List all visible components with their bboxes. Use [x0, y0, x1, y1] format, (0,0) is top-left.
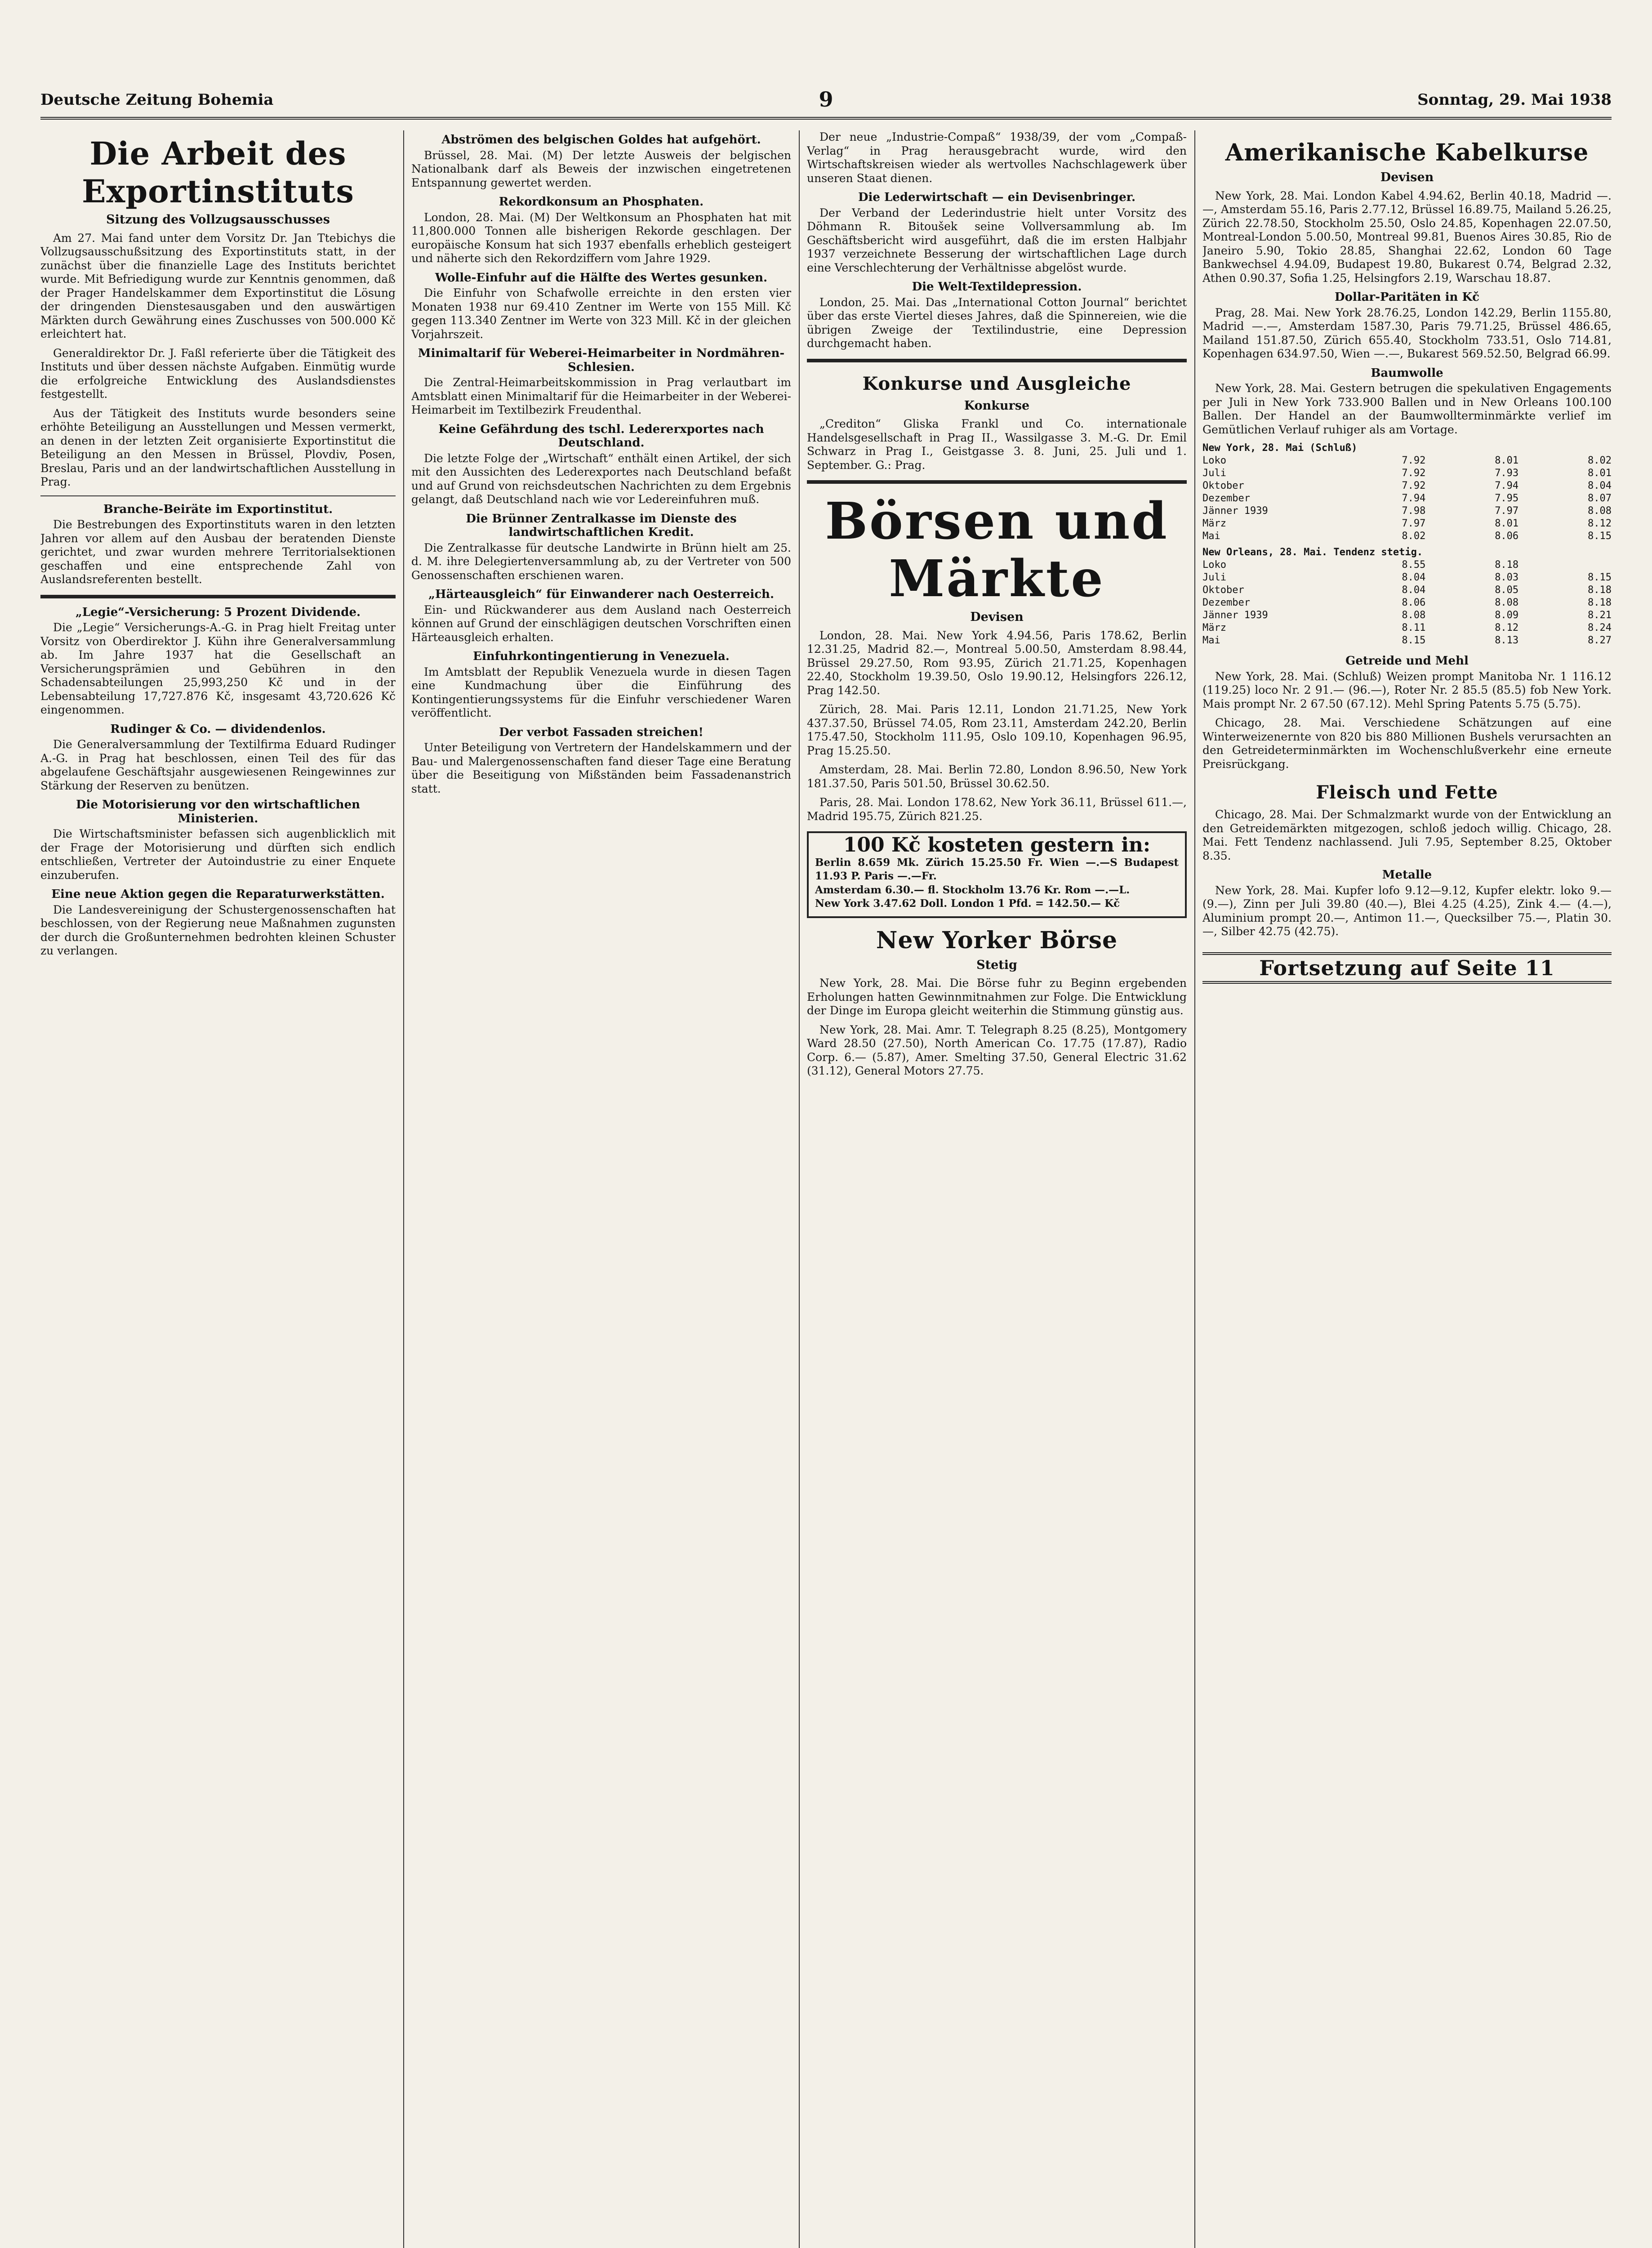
market-paragraph: Prag, 28. Mai. New York 28.76.25, London 142.29, Berlin 1155.80, Madrid —.—, Amsterdam 1587.30, Paris 79.71.25, Brüssel 486.65, Mailand 151.87.50, Zürich 655.40, Stockholm 733.51, Oslo 714.81, Kopenhagen 634.97.50, Wien —.—, Bukarest 569.52.50, Belgrad 66.99. [1202, 306, 1612, 360]
table-row [1202, 455, 1612, 467]
column-4 [1202, 130, 1612, 2248]
article-paragraph: Die letzte Folge der „Wirtschaft“ enthält einen Artikel, der sich mit den Aussichten des Lederexportes nach Deutschland befaßt und auf Grund von reichsdeutschen Nachrichten zu dem Ergebnis gelangt, daß Deutschland nach wie vor Ledereinfuhren muß. [411, 451, 791, 506]
table-cell: 7.92 [1402, 455, 1426, 466]
column-rule [799, 130, 800, 2248]
table-cell: 7.92 [1402, 468, 1426, 479]
article-paragraph: Die Bestrebungen des Exportinstituts waren in den letzten Jahren vor allem auf den Ausbau der beratenden Dienste gerichtet, und zwar wurden mehrere Territorialsektionen geschaffen und eine entsprechende Zahl von Auslandsreferenten bestellt. [40, 518, 396, 586]
column-1 [40, 130, 396, 2248]
table-cell: Juli [1202, 572, 1226, 583]
section-headline-markets: Börsen und Märkte [825, 492, 1169, 608]
article-headline: Baumwolle [1371, 366, 1443, 380]
article-paragraph: Ein- und Rückwanderer aus dem Ausland nach Oesterreich können auf Grund der einschlägigen deutschen Vorschriften einen Härteausgleich erhalten. [411, 603, 791, 644]
article-paragraph: Die Wirtschaftsminister befassen sich augenblicklich mit der Frage der Motorisierung und dürften sich endlich entschließen, Vertreter der Autoindustrie zu einer Enquete einzuberufen. [40, 827, 396, 882]
article-headline: Die Lederwirtschaft — ein Devisenbringer. [858, 191, 1136, 204]
article-paragraph: Aus der Tätigkeit des Instituts wurde besonders seine erhöhte Beteiligung an Ausstellungen und Messen vermerkt, an denen in der letzten Zeit organisierte Exportinstitut die Beteiligung an den Messen in Brüssel, Plovdiv, Posen, Breslau, Paris und an der landwirtschaftlichen Ausstellung in Prag. [40, 406, 396, 488]
subheadline: Devisen [1380, 170, 1434, 184]
table-row [1202, 571, 1612, 584]
page-header [40, 85, 1612, 120]
table-title: New York, 28. Mai (Schluß) [1202, 442, 1358, 454]
table-cell: 7.97 [1402, 518, 1426, 529]
table-cell: 8.04 [1402, 584, 1426, 596]
page-number: 9 [819, 87, 833, 112]
table-cell: 8.03 [1495, 572, 1519, 583]
table-cell: Oktober [1202, 584, 1244, 596]
table-title: New Orleans, 28. Mai. Tendenz stetig. [1202, 547, 1423, 558]
article-headline: Branche-Beiräte im Exportinstitut. [103, 502, 333, 516]
table-cell: März [1202, 622, 1226, 633]
table-cell: 8.07 [1588, 493, 1612, 504]
table-cell: 8.04 [1588, 480, 1612, 491]
article-headline: Die Motorisierung vor den wirtschaftlichen Ministerien. [76, 798, 361, 825]
table-cell: 8.06 [1402, 597, 1426, 608]
table-cell: 7.97 [1495, 505, 1519, 517]
table-row [1202, 492, 1612, 505]
article-headline: Dollar-Paritäten in Kč [1335, 290, 1479, 304]
market-paragraph: Chicago, 28. Mai. Verschiedene Schätzungen auf eine Winterweizenernte von 820 bis 880 Millionen Bushels verursachten an den Getreideterminmärkten im Wochenschlußverkehr eine erneute Preisrückgang. [1202, 716, 1612, 771]
table-cell: 8.11 [1402, 622, 1426, 633]
article-headline: Wolle-Einfuhr auf die Hälfte des Wertes gesunken. [435, 271, 768, 285]
table-cell: 8.08 [1588, 505, 1612, 517]
article-headline: Eine neue Aktion gegen die Reparaturwerkstätten. [51, 888, 385, 901]
table-cell: 8.18 [1495, 559, 1519, 571]
article-paragraph: „Crediton“ Gliska Frankl und Co. internationale Handelsgesellschaft in Prag II., Wassilgasse 3. M.-G. Dr. Emil Schwarz in Prag I., Geistgasse 3. 8. Juni, 25. Juli und 1. September. G.: Prag. [807, 417, 1187, 472]
article-headline: Einfuhrkontingentierung in Venezuela. [473, 650, 730, 663]
table-cell: 8.01 [1495, 455, 1519, 466]
table-cell: 8.01 [1588, 468, 1612, 479]
table-cell: Mai [1202, 531, 1220, 542]
newspaper-title: Deutsche Zeitung Bohemia [40, 91, 274, 109]
article-paragraph: Die Generalversammlung der Textilfirma Eduard Rudinger A.-G. in Prag hat beschlossen, einen Teil des für das abgelaufene Geschäftsjahr ausgewiesenen Reingewinnes zur Stärkung der Reserven zu benützen. [40, 738, 396, 792]
article-headline: „Legie“-Versicherung: 5 Prozent Dividende. [75, 605, 361, 619]
subheadline: Devisen [970, 610, 1024, 624]
table-cell: Loko [1202, 559, 1226, 571]
table-cell: 8.04 [1402, 572, 1426, 583]
market-paragraph: Amsterdam, 28. Mai. Berlin 72.80, London 8.96.50, New York 181.37.50, Paris 501.50, Brüssel 30.62.50. [807, 763, 1187, 790]
article-paragraph: Die „Legie“ Versicherungs-A.-G. in Prag hielt Freitag unter Vorsitz von Oberdirektor J. Kühn ihre Generalversammlung ab. Im Jahre 1937 hat die Gesellschaft an Versicherungsprämien und Gebühren in den Schadensabteilungen 25,993,250 Kč und in der Lebensabteilung 17,727.876 Kč, insgesamt 43,720.626 Kč eingenommen. [40, 621, 396, 716]
table-cell: 8.09 [1495, 610, 1519, 621]
table-cell: 7.93 [1495, 468, 1519, 479]
table-cell: 8.01 [1495, 518, 1519, 529]
section-headline-cable-rates: Amerikanische Kabelkurse [1225, 139, 1589, 166]
article-paragraph: Die Zentral-Heimarbeitskommission in Prag verlautbart im Amtsblatt einen Minimaltarif für die Heimarbeiter in der Weberei-Heimarbeit im Textilbezirk Freudenthal. [411, 376, 791, 416]
divider [807, 480, 1187, 484]
column-rule [1194, 130, 1195, 2248]
article-headline: Der verbot Fassaden streichen! [499, 725, 704, 739]
table-cell: 8.55 [1402, 559, 1426, 571]
article-paragraph: Die Einfuhr von Schafwolle erreichte in den ersten vier Monaten 1938 nur 69.410 Zentner im Werte von 155 Mill. Kč gegen 113.340 Zentner im Werte von 323 Mill. Kč in der gleichen Vorjahrszeit. [411, 286, 791, 341]
article-headline: „Härteausgleich“ für Einwanderer nach Oesterreich. [428, 588, 775, 601]
article-headline: Keine Gefährdung des tschl. Ledererxportes nach Deutschland. [438, 422, 764, 450]
column-2 [411, 130, 791, 2248]
table-row [1202, 480, 1612, 492]
box-title: 100 Kč kosteten gestern in: [843, 834, 1151, 856]
table-cell: 8.15 [1402, 635, 1426, 646]
table-row [1202, 622, 1612, 634]
column-rule [403, 130, 404, 2248]
article-paragraph: Die Landesvereinigung der Schustergenossenschaften hat beschlossen, von der Regierung neue Maßnahmen zugunsten der durch die Großunternehmen bedrohten kleinen Schuster zu verlangen. [40, 903, 396, 957]
table-cell: 7.98 [1402, 505, 1426, 517]
article-headline: Metalle [1382, 868, 1432, 882]
table-cell: 8.27 [1588, 635, 1612, 646]
article-paragraph: London, 25. Mai. Das „International Cotton Journal“ berichtet über das erste Viertel dieses Jahres, daß die Spinnereien, wie die übrigen Zweige der Textilindustrie, eine Depression durchgemacht haben. [807, 295, 1187, 350]
article-paragraph: Am 27. Mai fand unter dem Vorsitz Dr. Jan Ttebichys die Vollzugsausschußsitzung des Exportinstituts statt, in der zunächst über die finanzielle Lage des Instituts berichtet wurde. Mit Befriedigung wurde zur Kenntnis genommen, daß der Prager Handelskammer dem Exportinstitut die Lösung der dringenden Dienstesausgaben und den auswärtigen Märkten durch Gewährung eines Zuschusses von 500.000 Kč erleichtert hat. [40, 231, 396, 340]
box-line: Amsterdam 6.30.— fl. Stockholm 13.76 Kr. Rom —.—L. [815, 883, 1130, 896]
table-row [1202, 467, 1612, 480]
table-cell: 8.06 [1495, 531, 1519, 542]
market-paragraph: New York, 28. Mai. Amr. T. Telegraph 8.25 (8.25), Montgomery Ward 28.50 (27.50), North American Co. 17.75 (17.87), Radio Corp. 6.— (5.87), Amer. Smelting 37.50, General Electric 31.62 (31.12), General Motors 27.75. [807, 1023, 1187, 1077]
table-cell: 8.05 [1495, 584, 1519, 596]
table-row [1202, 584, 1612, 597]
cotton-table-orleans [1202, 546, 1612, 647]
market-paragraph: Paris, 28. Mai. London 178.62, New York 36.11, Brüssel 611.—, Madrid 195.75, Zürich 821.25. [807, 796, 1187, 823]
column-3 [807, 130, 1187, 2248]
article-headline: Rekordkonsum an Phosphaten. [499, 195, 704, 209]
table-cell: 7.94 [1402, 493, 1426, 504]
article-paragraph: Der neue „Industrie-Compaß“ 1938/39, der vom „Compaß-Verlag“ in Prag herausgebracht wurde, wird den Wirtschaftskreisen wieder als wertvolles Nachschlagewerk über unseren Staat dienen. [807, 130, 1187, 185]
market-paragraph: New York, 28. Mai. Kupfer lofo 9.12—9.12, Kupfer elektr. loko 9.— (9.—), Zinn per Juli 39.80 (40.—), Blei 4.25 (4.25), Zink 4.— (4.—), Aluminium prompt 20.—, Antimon 11.—, Quecksilber 75.—, Platin 30.—, Silber 42.75 (42.75). [1202, 883, 1612, 938]
table-cell: 8.18 [1588, 597, 1612, 608]
divider [807, 359, 1187, 362]
continued-notice: Fortsetzung auf Seite 11 [1202, 952, 1612, 984]
table-cell: 7.94 [1495, 480, 1519, 491]
table-cell: 8.21 [1588, 610, 1612, 621]
section-headline-ny-exchange: New Yorker Börse [876, 926, 1118, 954]
subheadline: Sitzung des Vollzugsausschusses [106, 213, 330, 227]
table-row [1202, 530, 1612, 543]
article-paragraph: Generaldirektor Dr. J. Faßl referierte über die Tätigkeit des Instituts und über dessen nächste Aufgaben. Einmütig wurde die erfolgreiche Entwicklung des Auslandsdienstes festgestellt. [40, 346, 396, 401]
table-cell: 8.15 [1588, 572, 1612, 583]
headline-export-institute: Die Arbeit des Exportinstituts [82, 135, 354, 210]
article-paragraph: Im Amtsblatt der Republik Venezuela wurde in diesen Tagen eine Kundmachung über die Einführung des Kontingentierungssystems für die Einfuhr verschiedener Waren veröffentlicht. [411, 665, 791, 719]
table-cell [1518, 559, 1612, 571]
article-paragraph: Die Zentralkasse für deutsche Landwirte in Brünn hielt am 25. d. M. ihre Delegiertenversammlung ab, zu der Vertreter von 500 Genossenschaften erschienen waren. [411, 541, 791, 582]
market-paragraph: New York, 28. Mai. Die Börse fuhr zu Beginn ergebenden Erholungen hatten Gewinnmitnahmen zur Folge. Die Entwicklung der Dinge im Europa gleicht weiterhin die Stimmung günstig aus. [807, 977, 1187, 1017]
table-cell: 8.02 [1588, 455, 1612, 466]
article-headline: Die Brünner Zentralkasse im Dienste des landwirtschaftlichen Kredit. [466, 512, 737, 539]
table-row [1202, 505, 1612, 517]
table-cell: Jänner 1939 [1202, 505, 1268, 517]
table-cell: 8.24 [1588, 622, 1612, 633]
divider [40, 595, 396, 598]
table-cell: Jänner 1939 [1202, 610, 1268, 621]
box-line: Berlin 8.659 Mk. Zürich 15.25.50 Fr. Wien —.—S Budapest 11.93 P. Paris —.—Fr. [815, 856, 1179, 882]
table-row [1202, 634, 1612, 647]
table-row [1202, 609, 1612, 622]
issue-date: Sonntag, 29. Mai 1938 [1417, 91, 1612, 109]
market-paragraph: New York, 28. Mai. London Kabel 4.94.62, Berlin 40.18, Madrid —.—, Amsterdam 55.16, Paris 2.77.12, Brüssel 16.89.75, Mailand 5.26.25, Zürich 22.78.50, Stockholm 25.50, Oslo 24.85, Kopenhagen 22.07.50, Montreal-London 5.00.50, Montreal 99.81, Buenos Aires 30.85, Rio de Janeiro 5.90, Tokio 28.85, Shanghai 22.62, London 60 Tage Bankwechsel 4.94.09, Budapest 19.80, Bukarest 0.74, Belgrad 2.32, Athen 0.90.37, Sofia 1.25, Helsingfors 2.19, Warschau 18.87. [1202, 189, 1612, 285]
subheadline: Konkurse [964, 398, 1030, 413]
table-cell: Loko [1202, 455, 1226, 466]
article-paragraph: London, 28. Mai. (M) Der Weltkonsum an Phosphaten hat mit 11,800.000 Tonnen alle bisherigen Rekorde geschlagen. Der europäische Konsum hat sich 1937 ebenfalls erheblich gesteigert und näherte sich den Rekordziffern vom Jahre 1929. [411, 210, 791, 265]
table-cell: 8.18 [1588, 584, 1612, 596]
table-row [1202, 559, 1612, 571]
table-cell: Mai [1202, 635, 1220, 646]
table-cell: 8.08 [1402, 610, 1426, 621]
article-paragraph: Unter Beteiligung von Vertretern der Handelskammern und der Bau- und Malergenossenschaften fand dieser Tage eine Beratung über die Beseitigung von Mißständen beim Fassadenanstrich statt. [411, 741, 791, 795]
article-paragraph: Der Verband der Lederindustrie hielt unter Vorsitz des Döhmann R. Bitoušek seine Vollversammlung ab. Im Geschäftsbericht wird ausgeführt, daß die im ersten Halbjahr 1937 verzeichnete Besserung der wirtschaftlichen Lage durch eine Verschlechterung der Verhältnisse abgelöst wurde. [807, 206, 1187, 274]
table-row [1202, 597, 1612, 609]
table-row [1202, 517, 1612, 530]
table-cell: 8.15 [1588, 531, 1612, 542]
table-cell: 8.12 [1588, 518, 1612, 529]
article-headline: Die Welt-Textildepression. [912, 280, 1082, 294]
table-cell: 7.92 [1402, 480, 1426, 491]
article-headline: Getreide und Mehl [1345, 654, 1469, 668]
table-cell: 7.95 [1495, 493, 1519, 504]
market-paragraph: London, 28. Mai. New York 4.94.56, Paris 178.62, Berlin 12.31.25, Madrid 82.—, Montreal 5.00.50, Amsterdam 8.98.44, Brüssel 29.27.50, Rom 93.95, Zürich 21.71.25, Kopenhagen 22.40, Stockholm 19.39.50, Oslo 19.90.12, Helsingfors 226.12, Prag 142.50. [807, 629, 1187, 697]
article-headline: Abströmen des belgischen Goldes hat aufgehört. [441, 133, 761, 147]
divider [40, 495, 396, 496]
market-paragraph: Chicago, 28. Mai. Der Schmalzmarkt wurde von der Entwicklung an den Getreidemärkten mitgezogen, schloß jedoch willig. Chicago, 28. Mai. Fett Tendenz nachlassend. Juli 7.95, September 8.25, Oktober 8.35. [1202, 808, 1612, 862]
table-cell: Dezember [1202, 493, 1250, 504]
article-headline: Minimaltarif für Weberei-Heimarbeiter in Nordmähren-Schlesien. [418, 347, 785, 374]
article-headline: Rudinger & Co. — dividendenlos. [110, 722, 326, 736]
table-cell: Oktober [1202, 480, 1244, 491]
table-cell: Juli [1202, 468, 1226, 479]
market-paragraph: New York, 28. Mai. Gestern betrugen die spekulativen Engagements per Juli in New York 733.900 Ballen und in New Orleans 100.100 Ballen. Der Handel an der Baumwollterminmärkte verlief im Gemütlichen Verlauf ruhiger als am Vortage. [1202, 382, 1612, 436]
subheadline: Stetig [976, 958, 1017, 972]
table-cell: 8.13 [1495, 635, 1519, 646]
section-headline-bankruptcies: Konkurse und Ausgleiche [862, 373, 1131, 394]
article-paragraph: Brüssel, 28. Mai. (M) Der letzte Ausweis der belgischen Nationalbank darf als Beweis der inzwischen eingetretenen Entspannung gewertet werden. [411, 148, 791, 189]
table-cell: 8.08 [1495, 597, 1519, 608]
market-paragraph: New York, 28. Mai. (Schluß) Weizen prompt Manitoba Nr. 1 116.12 (119.25) loco Nr. 2 91.— (96.—), Roter Nr. 2 85.5 (85.5) fob New York. Mais prompt Nr. 2 67.50 (67.12). Mehl Spring Patents 5.75 (5.75). [1202, 669, 1612, 710]
table-cell: Dezember [1202, 597, 1250, 608]
table-cell: 8.12 [1495, 622, 1519, 633]
market-paragraph: Zürich, 28. Mai. Paris 12.11, London 21.71.25, New York 437.37.50, Brüssel 74.05, Rom 23.11, Amsterdam 242.20, Berlin 175.47.50, Stockholm 111.95, Oslo 109.10, Kopenhagen 96.95, Prag 15.25.50. [807, 703, 1187, 757]
exchange-rate-box [807, 831, 1187, 918]
box-line: New York 3.47.62 Doll. London 1 Pfd. = 142.50.— Kč [815, 897, 1120, 910]
table-cell: 8.02 [1402, 531, 1426, 542]
cotton-table-ny [1202, 442, 1612, 543]
table-cell: März [1202, 518, 1226, 529]
section-headline-meat: Fleisch und Fette [1316, 782, 1498, 803]
